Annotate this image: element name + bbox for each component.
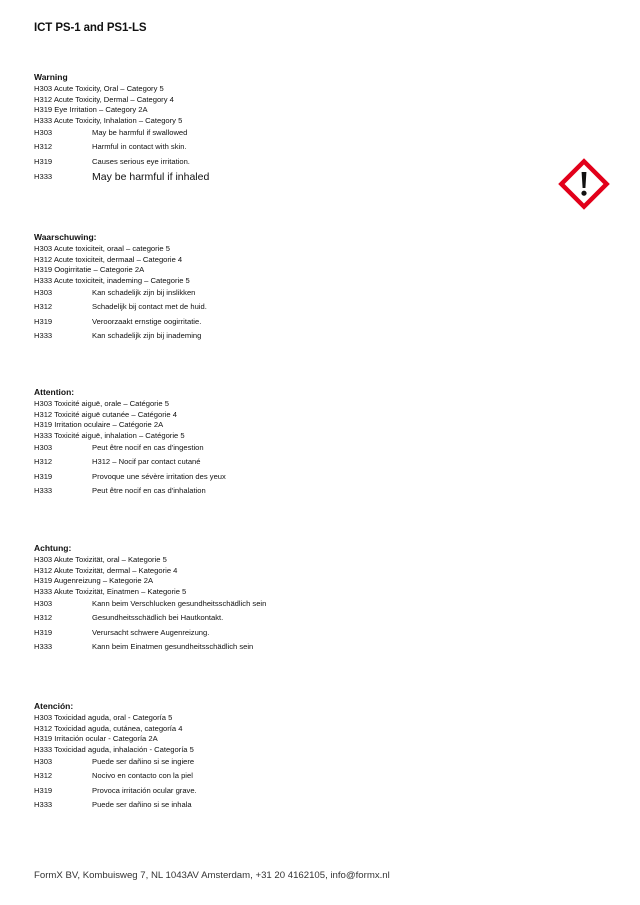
hazard-code: H303 bbox=[34, 757, 53, 766]
classification-line: H312 Acute Toxicity, Dermal – Category 4 bbox=[34, 94, 174, 104]
hazard-statement bbox=[34, 286, 474, 300]
hazard-statement bbox=[34, 640, 474, 654]
section-heading: Warning bbox=[34, 72, 68, 82]
ghs-exclamation-mark-icon bbox=[556, 156, 612, 212]
hazard-statement bbox=[34, 470, 474, 484]
hazard-code: H312 bbox=[34, 457, 53, 467]
classification-line: H303 Akute Toxizität, oral – Kategorie 5 bbox=[34, 555, 167, 564]
hazard-text: Nocivo en contacto con la piel bbox=[92, 771, 193, 781]
hazard-code: H319 bbox=[34, 156, 53, 166]
hazard-text: Peut être nocif en cas d'inhalation bbox=[92, 485, 206, 495]
hazard-code: H303 bbox=[34, 288, 53, 297]
hazard-code: H333 bbox=[34, 799, 53, 809]
hazard-code: H333 bbox=[34, 485, 53, 495]
hazard-statement bbox=[34, 329, 474, 343]
hazard-text: Puede ser dañino si se ingiere bbox=[92, 757, 195, 766]
section-spanish bbox=[34, 701, 474, 812]
hazard-code: H303 bbox=[34, 443, 53, 452]
classification-line: H312 Toxicité aiguë cutanée – Catégorie 4 bbox=[34, 409, 177, 419]
hazard-statement bbox=[34, 784, 474, 798]
hazard-text: Kann beim Verschlucken gesundheitsschädlich sein bbox=[92, 599, 267, 608]
hazard-statement bbox=[34, 769, 474, 783]
classification-line: H319 Eye Irritation – Category 2A bbox=[34, 105, 148, 114]
classification-line: H319 Irritación ocular - Categoría 2A bbox=[34, 734, 158, 743]
classification-line: H312 Toxicidad aguda, cutánea, categoría 4 bbox=[34, 723, 183, 733]
section-heading: Attention: bbox=[34, 387, 75, 397]
hazard-statement bbox=[34, 441, 474, 455]
hazard-statement bbox=[34, 300, 474, 314]
hazard-text: May be harmful if swallowed bbox=[92, 128, 188, 137]
hazard-text: Provoca irritación ocular grave. bbox=[92, 785, 197, 795]
hazard-text: H312 – Nocif par contact cutané bbox=[92, 457, 201, 467]
hazard-statement bbox=[34, 169, 474, 185]
section-english bbox=[34, 72, 474, 185]
hazard-text: Schadelijk bij contact met de huid. bbox=[92, 302, 207, 312]
section-dutch bbox=[34, 232, 474, 343]
classification-line: H303 Toxicité aiguë, orale – Catégorie 5 bbox=[34, 399, 169, 408]
hazard-statement bbox=[34, 455, 474, 469]
hazard-text: Kann beim Einatmen gesundheitsschädlich sein bbox=[92, 641, 254, 651]
classification-line: H333 Acute Toxicity, Inhalation – Category 5 bbox=[34, 115, 183, 125]
classification-line: H312 Akute Toxizität, dermal – Kategorie 4 bbox=[34, 565, 178, 575]
hazard-code: H312 bbox=[34, 302, 53, 312]
hazard-text: Provoque une sévère irritation des yeux bbox=[92, 471, 226, 481]
hazard-code: H312 bbox=[34, 142, 53, 152]
classification-line: H303 Acute Toxicity, Oral – Category 5 bbox=[34, 84, 164, 93]
hazard-code: H312 bbox=[34, 613, 53, 623]
hazard-statement bbox=[34, 155, 474, 169]
hazard-text: Kan schadelijk zijn bij inademing bbox=[92, 330, 202, 340]
classification-line: H333 Toxicité aiguë, inhalation – Catégorie 5 bbox=[34, 430, 185, 440]
classification-line: H333 Akute Toxizität, Einatmen – Kategorie 5 bbox=[34, 586, 187, 596]
classification-line: H303 Toxicidad aguda, oral - Categoría 5 bbox=[34, 713, 173, 722]
hazard-text: Kan schadelijk zijn bij inslikken bbox=[92, 288, 196, 297]
hazard-text: Peut être nocif en cas d'ingestion bbox=[92, 443, 204, 452]
hazard-statement bbox=[34, 611, 474, 625]
section-french bbox=[34, 387, 474, 498]
hazard-text: Veroorzaakt ernstige oogirritatie. bbox=[92, 316, 202, 326]
hazard-code: H319 bbox=[34, 627, 53, 637]
classification-line: H333 Toxicidad aguda, inhalación - Categoría 5 bbox=[34, 744, 194, 754]
hazard-code: H333 bbox=[34, 171, 53, 181]
hazard-code: H312 bbox=[34, 771, 53, 781]
hazard-code: H319 bbox=[34, 785, 53, 795]
hazard-text: Verursacht schwere Augenreizung. bbox=[92, 627, 210, 637]
hazard-text: Causes serious eye irritation. bbox=[92, 156, 190, 166]
classification-line: H319 Augenreizung – Kategorie 2A bbox=[34, 576, 154, 585]
company-footer: FormX BV, Kombuisweg 7, NL 1043AV Amsterdam, +31 20 4162105, info@formx.nl bbox=[34, 870, 390, 881]
hazard-statement bbox=[34, 798, 474, 812]
section-heading: Waarschuwing: bbox=[34, 232, 97, 242]
hazard-text: Harmful in contact with skin. bbox=[92, 142, 187, 152]
hazard-statement bbox=[34, 315, 474, 329]
hazard-code: H319 bbox=[34, 471, 53, 481]
section-heading: Achtung: bbox=[34, 543, 72, 553]
hazard-code: H333 bbox=[34, 330, 53, 340]
hazard-statement bbox=[34, 755, 474, 769]
hazard-statement bbox=[34, 484, 474, 498]
classification-line: H319 Oogirritatie – Categorie 2A bbox=[34, 265, 145, 274]
hazard-code: H319 bbox=[34, 316, 53, 326]
section-german bbox=[34, 543, 474, 654]
document-title: ICT PS-1 and PS1-LS bbox=[34, 22, 147, 34]
hazard-text: Puede ser dañino si se inhala bbox=[92, 799, 192, 809]
classification-line: H312 Acute toxiciteit, dermaal – Categorie 4 bbox=[34, 254, 183, 264]
section-heading: Atención: bbox=[34, 701, 74, 711]
hazard-statement bbox=[34, 140, 474, 154]
hazard-text: Gesundheitsschädlich bei Hautkontakt. bbox=[92, 613, 224, 623]
hazard-statement bbox=[34, 126, 474, 140]
classification-line: H303 Acute toxiciteit, oraal – categorie 5 bbox=[34, 244, 170, 253]
hazard-statement bbox=[34, 626, 474, 640]
hazard-code: H303 bbox=[34, 128, 53, 137]
classification-line: H333 Acute toxiciteit, inademing – Categorie 5 bbox=[34, 275, 190, 285]
hazard-text: May be harmful if inhaled bbox=[92, 170, 210, 183]
classification-line: H319 Irritation oculaire – Catégorie 2A bbox=[34, 420, 164, 429]
hazard-code: H333 bbox=[34, 641, 53, 651]
hazard-statement bbox=[34, 597, 474, 611]
hazard-code: H303 bbox=[34, 599, 53, 608]
